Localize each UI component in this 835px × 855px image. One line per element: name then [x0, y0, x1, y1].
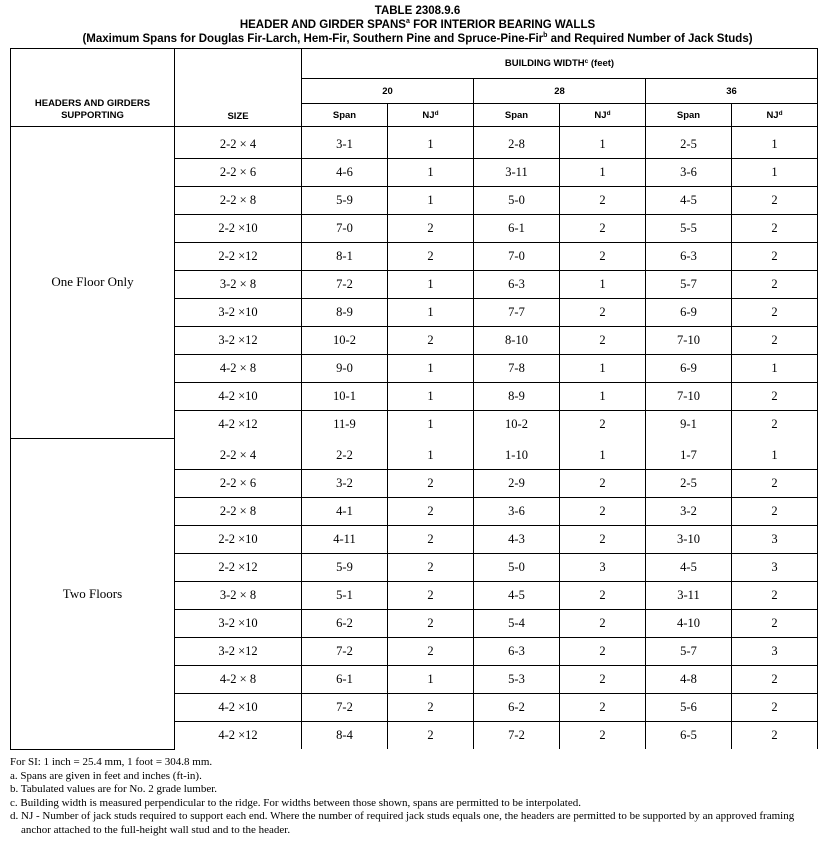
cell-span-36: 7-10 — [646, 383, 732, 411]
cell-span-20: 7-2 — [302, 694, 388, 722]
cell-span-36: 2-5 — [646, 470, 732, 498]
cell-nj-20: 1 — [388, 187, 474, 215]
cell-span-28: 8-9 — [474, 383, 560, 411]
cell-span-20: 4-6 — [302, 159, 388, 187]
cell-size: 2-2 ×12 — [175, 243, 302, 271]
cell-nj-28: 2 — [560, 694, 646, 722]
cell-nj-28: 2 — [560, 243, 646, 271]
table-title-block — [0, 4, 835, 46]
cell-size: 3-2 × 8 — [175, 582, 302, 610]
cell-span-36: 7-10 — [646, 327, 732, 355]
cell-nj-20: 1 — [388, 438, 474, 470]
cell-nj-36: 1 — [732, 127, 818, 159]
cell-span-20: 8-4 — [302, 722, 388, 750]
header-building-width — [302, 49, 818, 79]
cell-size: 4-2 × 8 — [175, 666, 302, 694]
cell-nj-36: 3 — [732, 554, 818, 582]
cell-nj-28: 1 — [560, 271, 646, 299]
cell-nj-36: 1 — [732, 355, 818, 383]
cell-nj-36: 2 — [732, 327, 818, 355]
cell-span-20: 8-1 — [302, 243, 388, 271]
cell-size: 2-2 ×10 — [175, 215, 302, 243]
cell-span-20: 10-2 — [302, 327, 388, 355]
cell-size: 3-2 ×10 — [175, 299, 302, 327]
cell-nj-28: 2 — [560, 215, 646, 243]
footnote-ref-b: b — [543, 32, 548, 39]
cell-nj-20: 1 — [388, 666, 474, 694]
cell-span-20: 5-1 — [302, 582, 388, 610]
header-span-28: Span — [474, 104, 560, 127]
cell-span-20: 10-1 — [302, 383, 388, 411]
cell-size: 2-2 × 4 — [175, 438, 302, 470]
cell-nj-20: 1 — [388, 355, 474, 383]
cell-span-36: 6-9 — [646, 299, 732, 327]
cell-nj-20: 1 — [388, 299, 474, 327]
footnotes — [10, 756, 825, 838]
cell-span-28: 5-0 — [474, 554, 560, 582]
cell-nj-20: 1 — [388, 271, 474, 299]
cell-span-20: 9-0 — [302, 355, 388, 383]
cell-nj-36: 2 — [732, 470, 818, 498]
cell-span-20: 4-1 — [302, 498, 388, 526]
cell-size: 2-2 × 6 — [175, 470, 302, 498]
cell-span-28: 3-6 — [474, 498, 560, 526]
header-supporting-line2: SUPPORTING — [61, 110, 124, 121]
cell-nj-28: 2 — [560, 666, 646, 694]
cell-nj-20: 2 — [388, 215, 474, 243]
cell-span-36: 4-5 — [646, 187, 732, 215]
cell-nj-36: 2 — [732, 187, 818, 215]
cell-span-36: 5-7 — [646, 638, 732, 666]
header-nj-text: NJ — [422, 109, 435, 121]
cell-span-20: 6-2 — [302, 610, 388, 638]
cell-span-36: 9-1 — [646, 411, 732, 439]
cell-nj-36: 1 — [732, 438, 818, 470]
group-label: One Floor Only — [11, 127, 175, 439]
cell-span-36: 3-11 — [646, 582, 732, 610]
header-width-20: 20 — [302, 79, 474, 104]
header-size: SIZE — [175, 49, 302, 127]
table-body — [11, 127, 818, 750]
footnote-ref-c: c — [584, 58, 589, 65]
header-nj-28 — [560, 104, 646, 127]
cell-nj-36: 2 — [732, 215, 818, 243]
cell-span-28: 4-5 — [474, 582, 560, 610]
cell-nj-20: 2 — [388, 582, 474, 610]
cell-size: 2-2 × 4 — [175, 127, 302, 159]
footnote-ref-a: a — [405, 18, 410, 25]
cell-size: 3-2 ×12 — [175, 327, 302, 355]
cell-span-28: 10-2 — [474, 411, 560, 439]
cell-span-36: 4-10 — [646, 610, 732, 638]
cell-nj-20: 2 — [388, 722, 474, 750]
cell-span-28: 1-10 — [474, 438, 560, 470]
header-nj-36 — [732, 104, 818, 127]
cell-span-28: 6-1 — [474, 215, 560, 243]
cell-span-36: 3-6 — [646, 159, 732, 187]
table-row — [11, 438, 818, 470]
cell-nj-36: 2 — [732, 610, 818, 638]
table-subtitle-text: (Maximum Spans for Douglas Fir-Larch, Hem-Fir, Southern Pine and Spruce-Pine-Fir — [82, 33, 544, 45]
cell-span-20: 7-2 — [302, 638, 388, 666]
cell-span-28: 5-0 — [474, 187, 560, 215]
header-nj-text: NJ — [594, 109, 607, 121]
cell-span-28: 3-11 — [474, 159, 560, 187]
cell-nj-20: 2 — [388, 327, 474, 355]
cell-nj-36: 2 — [732, 498, 818, 526]
footnote-ref-d: d — [778, 109, 783, 117]
cell-nj-36: 2 — [732, 666, 818, 694]
table-title-text: HEADER AND GIRDER SPANS — [239, 19, 406, 31]
header-building-width-text: BUILDING WIDTH — [504, 58, 585, 69]
header-width-28: 28 — [474, 79, 646, 104]
cell-size: 2-2 × 6 — [175, 159, 302, 187]
cell-nj-36: 2 — [732, 582, 818, 610]
header-supporting-line1: HEADERS AND GIRDERS — [34, 98, 151, 109]
cell-nj-28: 1 — [560, 159, 646, 187]
cell-size: 3-2 ×10 — [175, 610, 302, 638]
cell-size: 2-2 ×10 — [175, 526, 302, 554]
cell-nj-36: 2 — [732, 383, 818, 411]
table-subtitle-text-end: and Required Number of Jack Studs) — [547, 33, 753, 45]
cell-size: 4-2 ×10 — [175, 383, 302, 411]
cell-nj-20: 1 — [388, 411, 474, 439]
cell-size: 3-2 ×12 — [175, 638, 302, 666]
span-table — [10, 48, 818, 750]
cell-span-28: 5-4 — [474, 610, 560, 638]
cell-span-28: 5-3 — [474, 666, 560, 694]
cell-span-36: 4-5 — [646, 554, 732, 582]
cell-nj-28: 2 — [560, 187, 646, 215]
cell-nj-20: 2 — [388, 526, 474, 554]
cell-nj-28: 2 — [560, 299, 646, 327]
cell-span-28: 6-2 — [474, 694, 560, 722]
footnote-c: c. Building width is measured perpendicular to the ridge. For widths between those shown, spans are permitted to be interpolated. — [10, 796, 581, 809]
cell-nj-28: 2 — [560, 411, 646, 439]
cell-span-36: 5-6 — [646, 694, 732, 722]
cell-span-20: 2-2 — [302, 438, 388, 470]
cell-span-28: 6-3 — [474, 638, 560, 666]
footnote-ref-d: d — [606, 109, 611, 117]
cell-nj-20: 2 — [388, 470, 474, 498]
header-nj-text: NJ — [766, 109, 779, 121]
cell-nj-20: 1 — [388, 127, 474, 159]
cell-nj-28: 2 — [560, 610, 646, 638]
cell-nj-20: 1 — [388, 159, 474, 187]
cell-nj-20: 2 — [388, 638, 474, 666]
cell-span-28: 2-8 — [474, 127, 560, 159]
header-supporting — [11, 49, 175, 127]
cell-span-28: 2-9 — [474, 470, 560, 498]
cell-span-28: 7-8 — [474, 355, 560, 383]
cell-span-36: 6-5 — [646, 722, 732, 750]
header-span-20: Span — [302, 104, 388, 127]
cell-span-28: 7-2 — [474, 722, 560, 750]
cell-nj-20: 2 — [388, 498, 474, 526]
cell-nj-20: 2 — [388, 610, 474, 638]
cell-nj-36: 3 — [732, 638, 818, 666]
cell-nj-36: 2 — [732, 411, 818, 439]
header-nj-20 — [388, 104, 474, 127]
footnote-ref-d: d — [434, 109, 439, 117]
header-building-width-unit: (feet) — [588, 58, 615, 69]
header-width-36: 36 — [646, 79, 818, 104]
cell-span-36: 6-9 — [646, 355, 732, 383]
cell-span-36: 3-2 — [646, 498, 732, 526]
cell-span-36: 6-3 — [646, 243, 732, 271]
cell-span-28: 4-3 — [474, 526, 560, 554]
cell-size: 4-2 ×12 — [175, 722, 302, 750]
cell-nj-20: 2 — [388, 243, 474, 271]
cell-span-36: 3-10 — [646, 526, 732, 554]
cell-size: 2-2 × 8 — [175, 498, 302, 526]
header-span-36: Span — [646, 104, 732, 127]
cell-nj-28: 2 — [560, 638, 646, 666]
cell-nj-28: 2 — [560, 526, 646, 554]
cell-nj-36: 2 — [732, 271, 818, 299]
cell-span-20: 5-9 — [302, 187, 388, 215]
cell-span-20: 7-0 — [302, 215, 388, 243]
cell-nj-28: 2 — [560, 582, 646, 610]
cell-nj-36: 2 — [732, 299, 818, 327]
cell-span-28: 7-7 — [474, 299, 560, 327]
cell-nj-28: 1 — [560, 127, 646, 159]
table-number: TABLE 2308.9.6 — [374, 5, 461, 17]
footnote-si: For SI: 1 inch = 25.4 mm, 1 foot = 304.8 mm. — [10, 756, 213, 768]
cell-nj-36: 2 — [732, 243, 818, 271]
cell-nj-28: 3 — [560, 554, 646, 582]
cell-span-36: 4-8 — [646, 666, 732, 694]
table-title-text-end: FOR INTERIOR BEARING WALLS — [409, 19, 596, 31]
table-row — [11, 127, 818, 159]
cell-span-20: 5-9 — [302, 554, 388, 582]
group-label: Two Floors — [11, 438, 175, 749]
cell-span-36: 5-5 — [646, 215, 732, 243]
cell-nj-28: 2 — [560, 722, 646, 750]
cell-nj-36: 2 — [732, 722, 818, 750]
cell-nj-20: 1 — [388, 383, 474, 411]
cell-nj-28: 1 — [560, 355, 646, 383]
cell-span-36: 5-7 — [646, 271, 732, 299]
cell-span-20: 3-2 — [302, 470, 388, 498]
footnote-a: a. Spans are given in feet and inches (ft-in). — [10, 769, 202, 782]
cell-size: 3-2 × 8 — [175, 271, 302, 299]
cell-size: 4-2 × 8 — [175, 355, 302, 383]
cell-span-20: 4-11 — [302, 526, 388, 554]
cell-size: 2-2 ×12 — [175, 554, 302, 582]
table-subtitle — [0, 32, 835, 46]
table-title — [0, 18, 835, 32]
cell-span-28: 8-10 — [474, 327, 560, 355]
cell-span-20: 7-2 — [302, 271, 388, 299]
cell-span-20: 8-9 — [302, 299, 388, 327]
cell-nj-36: 2 — [732, 694, 818, 722]
cell-nj-28: 1 — [560, 383, 646, 411]
footnote-d: d. NJ - Number of jack studs required to support each end. Where the number of required jack studs equals one, the headers are permitted to be supported by an approved framing anchor attached to the full-height wall stud and to the header. — [10, 810, 795, 836]
cell-span-36: 1-7 — [646, 438, 732, 470]
cell-span-20: 11-9 — [302, 411, 388, 439]
cell-span-20: 6-1 — [302, 666, 388, 694]
cell-nj-28: 2 — [560, 327, 646, 355]
cell-nj-28: 2 — [560, 470, 646, 498]
cell-nj-28: 1 — [560, 438, 646, 470]
cell-size: 2-2 × 8 — [175, 187, 302, 215]
cell-nj-28: 2 — [560, 498, 646, 526]
cell-nj-36: 1 — [732, 159, 818, 187]
cell-span-28: 6-3 — [474, 271, 560, 299]
cell-span-20: 3-1 — [302, 127, 388, 159]
cell-nj-36: 3 — [732, 526, 818, 554]
cell-span-28: 7-0 — [474, 243, 560, 271]
cell-span-36: 2-5 — [646, 127, 732, 159]
cell-size: 4-2 ×10 — [175, 694, 302, 722]
footnote-b: b. Tabulated values are for No. 2 grade lumber. — [10, 783, 218, 796]
cell-nj-20: 2 — [388, 554, 474, 582]
cell-nj-20: 2 — [388, 694, 474, 722]
cell-size: 4-2 ×12 — [175, 411, 302, 439]
